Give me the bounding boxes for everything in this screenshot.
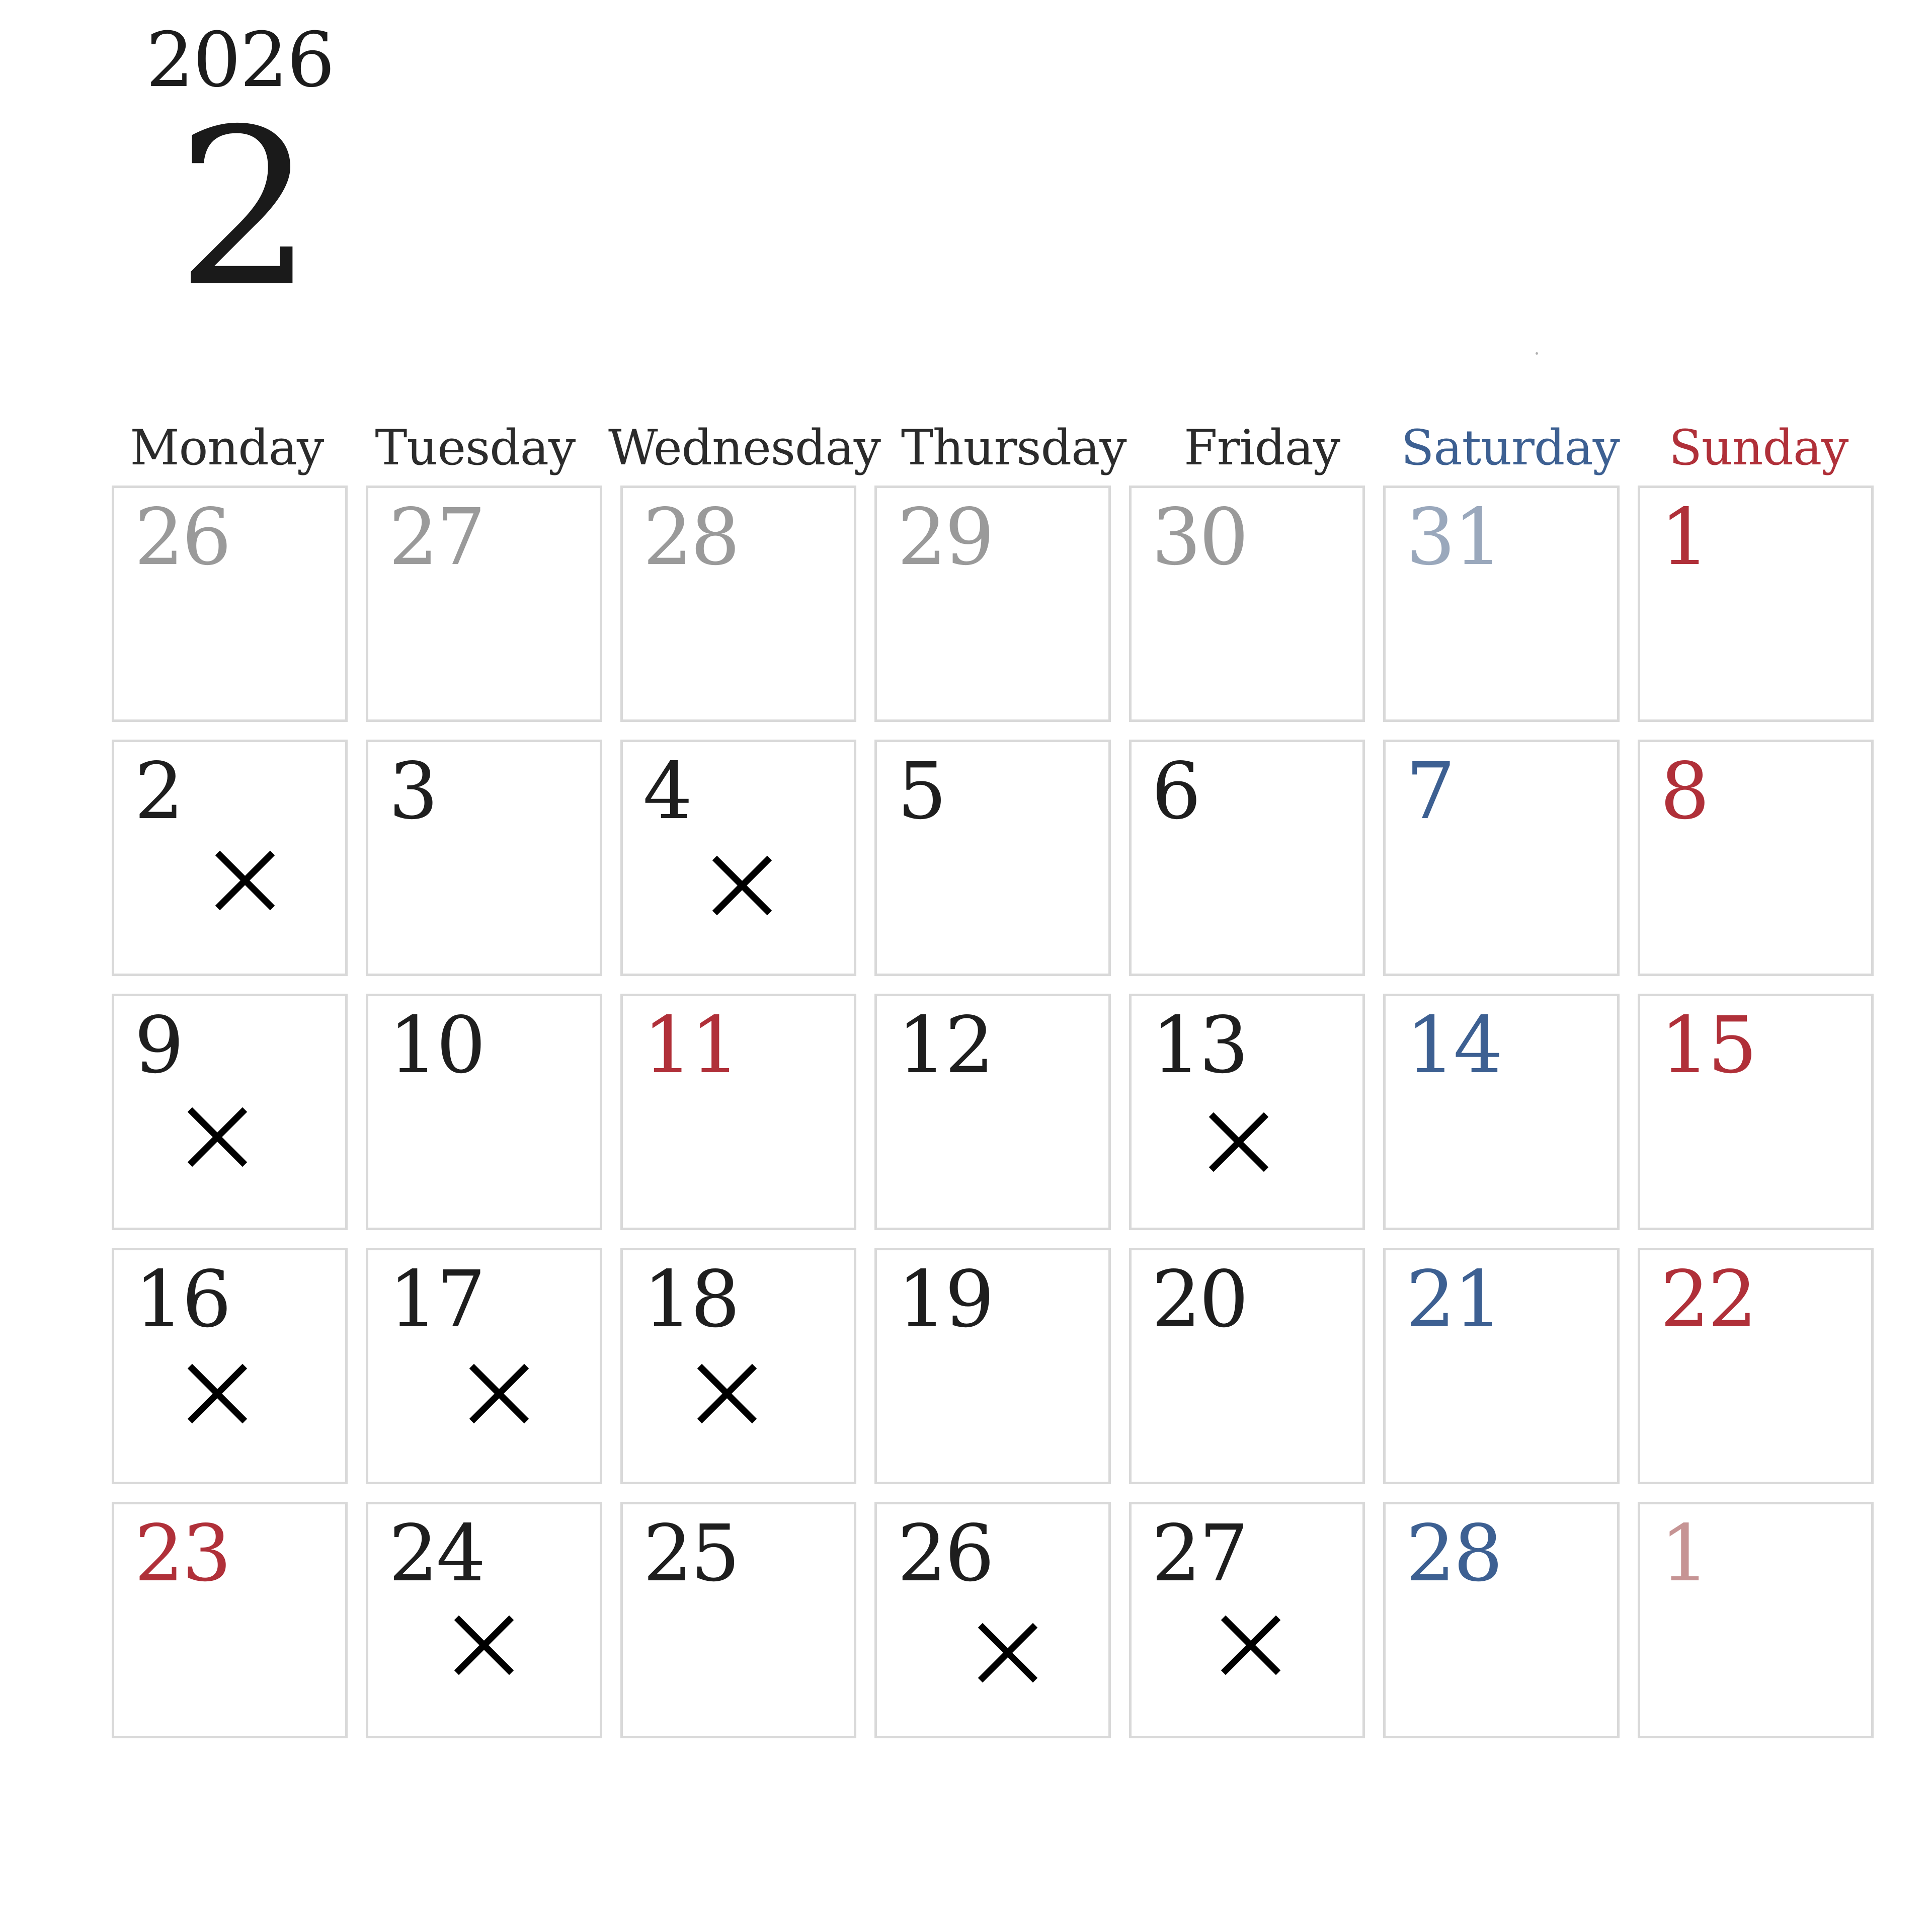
day-number: 1 bbox=[1660, 492, 1708, 583]
weekday-saturday: Saturday bbox=[1401, 420, 1620, 476]
day-number: 22 bbox=[1660, 1254, 1755, 1345]
day-cell[interactable] bbox=[620, 486, 856, 722]
calendar-grid bbox=[112, 486, 1874, 1738]
day-number: 23 bbox=[134, 1508, 230, 1599]
day-cell[interactable] bbox=[874, 994, 1110, 1230]
day-cell[interactable] bbox=[1129, 486, 1365, 722]
day-number: 27 bbox=[1151, 1508, 1247, 1599]
day-cell[interactable] bbox=[112, 994, 348, 1230]
day-number: 6 bbox=[1151, 746, 1199, 837]
day-cell[interactable] bbox=[112, 1248, 348, 1484]
day-number: 13 bbox=[1151, 1000, 1247, 1091]
day-cell[interactable] bbox=[112, 1502, 348, 1738]
day-number: 12 bbox=[897, 1000, 993, 1091]
day-cell[interactable] bbox=[366, 994, 602, 1230]
day-number: 19 bbox=[897, 1254, 993, 1345]
day-number: 10 bbox=[388, 1000, 484, 1091]
weekday-thursday: Thursday bbox=[901, 420, 1126, 476]
day-cell[interactable] bbox=[1638, 994, 1874, 1230]
day-number: 11 bbox=[642, 1000, 739, 1091]
weekday-tuesday: Tuesday bbox=[375, 420, 576, 476]
weekday-header-row bbox=[112, 420, 1874, 476]
day-cell[interactable] bbox=[620, 740, 856, 976]
day-number: 18 bbox=[642, 1254, 739, 1345]
day-number: 5 bbox=[897, 746, 945, 837]
day-number: 9 bbox=[134, 1000, 182, 1091]
year-label: 2026 bbox=[146, 17, 334, 104]
day-cell[interactable] bbox=[620, 1502, 856, 1738]
weekday-monday: Monday bbox=[130, 420, 324, 476]
day-number: 25 bbox=[642, 1508, 739, 1599]
x-mark-icon bbox=[709, 853, 775, 918]
day-number: 2 bbox=[134, 746, 182, 837]
day-cell[interactable] bbox=[366, 1502, 602, 1738]
day-number: 28 bbox=[642, 492, 739, 583]
day-cell[interactable] bbox=[1129, 1502, 1365, 1738]
x-mark-icon bbox=[1218, 1613, 1283, 1678]
day-cell[interactable] bbox=[1129, 740, 1365, 976]
x-mark-icon bbox=[466, 1361, 532, 1426]
speck-decoration bbox=[1536, 352, 1538, 355]
day-cell[interactable] bbox=[1383, 994, 1619, 1230]
day-cell[interactable] bbox=[1383, 1502, 1619, 1738]
day-cell[interactable] bbox=[1383, 486, 1619, 722]
day-number: 24 bbox=[388, 1508, 484, 1599]
weekday-sunday: Sunday bbox=[1669, 420, 1848, 476]
day-number: 16 bbox=[134, 1254, 230, 1345]
day-cell[interactable] bbox=[874, 740, 1110, 976]
day-number: 20 bbox=[1151, 1254, 1247, 1345]
day-cell[interactable] bbox=[1638, 1248, 1874, 1484]
weekday-friday: Friday bbox=[1184, 420, 1340, 476]
day-cell[interactable] bbox=[366, 486, 602, 722]
day-number: 26 bbox=[897, 1508, 993, 1599]
day-cell[interactable] bbox=[874, 1248, 1110, 1484]
day-number: 15 bbox=[1660, 1000, 1755, 1091]
day-number: 17 bbox=[388, 1254, 484, 1345]
weekday-wednesday: Wednesday bbox=[608, 420, 880, 476]
day-cell[interactable] bbox=[620, 1248, 856, 1484]
day-number: 4 bbox=[642, 746, 691, 837]
month-number: 2 bbox=[176, 83, 314, 335]
day-cell[interactable] bbox=[620, 994, 856, 1230]
x-mark-icon bbox=[694, 1361, 760, 1426]
day-cell[interactable] bbox=[1129, 1248, 1365, 1484]
x-mark-icon bbox=[1206, 1109, 1271, 1175]
x-mark-icon bbox=[185, 1361, 250, 1426]
day-number: 3 bbox=[388, 746, 437, 837]
x-mark-icon bbox=[212, 848, 278, 913]
day-cell[interactable] bbox=[366, 740, 602, 976]
day-cell[interactable] bbox=[112, 486, 348, 722]
day-number: 31 bbox=[1406, 492, 1501, 583]
day-number: 28 bbox=[1406, 1508, 1501, 1599]
day-number: 1 bbox=[1660, 1508, 1708, 1599]
day-number: 30 bbox=[1151, 492, 1247, 583]
day-cell[interactable] bbox=[1638, 740, 1874, 976]
day-number: 21 bbox=[1406, 1254, 1501, 1345]
day-cell[interactable] bbox=[874, 1502, 1110, 1738]
day-number: 7 bbox=[1406, 746, 1454, 837]
day-cell[interactable] bbox=[112, 740, 348, 976]
day-number: 29 bbox=[897, 492, 993, 583]
day-cell[interactable] bbox=[1638, 1502, 1874, 1738]
day-cell[interactable] bbox=[1383, 1248, 1619, 1484]
day-number: 26 bbox=[134, 492, 230, 583]
day-cell[interactable] bbox=[1638, 486, 1874, 722]
day-cell[interactable] bbox=[874, 486, 1110, 722]
day-number: 27 bbox=[388, 492, 484, 583]
x-mark-icon bbox=[185, 1104, 250, 1170]
x-mark-icon bbox=[975, 1620, 1040, 1685]
day-cell[interactable] bbox=[1129, 994, 1365, 1230]
day-cell[interactable] bbox=[366, 1248, 602, 1484]
x-mark-icon bbox=[451, 1613, 517, 1678]
day-cell[interactable] bbox=[1383, 740, 1619, 976]
day-number: 14 bbox=[1406, 1000, 1501, 1091]
day-number: 8 bbox=[1660, 746, 1708, 837]
